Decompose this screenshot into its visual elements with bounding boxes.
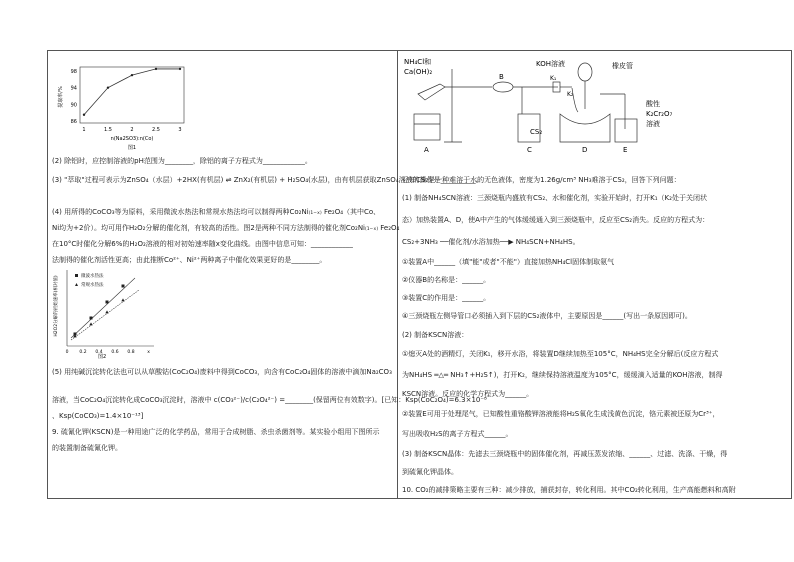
reagent-a-2: Ca(OH)₂ <box>404 68 433 76</box>
chart2-trendline-2 <box>71 290 139 340</box>
chart2-legend <box>75 272 104 288</box>
label-a: A <box>424 146 429 154</box>
part2-line-5: 写出吸收H₂S的离子方程式______。 <box>402 430 513 438</box>
k2cr2o7-label: K₂Cr₂O₇ <box>646 110 673 118</box>
question-4-line-3: 在10°C时催化分解6%的H₂O₂溶液的相对初始速率随x变化曲线。由图中信息可知：____________ <box>52 240 353 248</box>
chart1-x-tick: 3 <box>178 127 182 133</box>
chart1-y-tick: 86 <box>70 119 77 125</box>
chart2-point-triangle <box>89 322 92 325</box>
koh-label: KOH溶液 <box>536 60 565 68</box>
question-5-line-1: (5) 用纯碱沉淀转化法也可以从草酸钴(CoC₂O₄)废料中得到CoCO₃，向含有CoC₂O₄固体的溶液中滴加Na₂CO₃ <box>52 368 392 376</box>
chart1-x-ticks <box>82 127 181 133</box>
question-5-line-2: 溶液，当CoC₂O₄沉淀转化成CoCO₃沉淀时，溶液中 c(CO₃²⁻)/c(C₂O₄²⁻) =________(保留两位有效数字)。[已知：Ksp(CoC₂O₄)=6.3×10⁻⁸ <box>52 396 487 404</box>
k1-label: K₁ <box>550 75 557 82</box>
chart1-point <box>107 86 109 88</box>
question-3: (3) "萃取"过程可表示为ZnSO₄（水层）+2HX(有机层) ⇌ ZnX₂(有机层) + H₂SO₄(水层)，由有机层获取ZnSO₄溶液的操作是__________。 <box>52 176 483 184</box>
chart1-point <box>83 114 85 116</box>
label-d: D <box>582 146 588 154</box>
question-10: 10. CO₂的减排策略主要有三种：减少排放，捕获封存，转化利用。其中CO₂转化利用，生产高能燃料和高附 <box>402 486 736 494</box>
label-c: C <box>527 146 532 154</box>
reagent-a: NH₄Cl和 <box>404 58 432 66</box>
chart2-legend-2: 常规水热法 <box>81 283 104 288</box>
acid-label: 酸性 <box>646 100 660 108</box>
sub-question-1: ①装置A中______（填"能"或者"不能"）直接加热NH₄Cl固体制取氨气 <box>402 258 615 266</box>
reaction-equation: CS₂+3NH₃ ──催化剂/水浴加热──▶ NH₄SCN+NH₄HS。 <box>402 238 580 246</box>
chart2-point-triangle <box>121 298 124 301</box>
k2-label: K₂ <box>567 91 574 98</box>
part1-line-1: (1) 制备NH₄SCN溶液：三颈烧瓶内盛放有CS₂、水和催化剂，实验开始时，打开K₁（K₂处于关闭状 <box>402 194 707 202</box>
chart2-x-tick: 0.8 <box>127 350 135 355</box>
chart2-series-2 <box>71 290 139 340</box>
chart2-caption: 图2 <box>98 354 107 360</box>
chart2-point-square <box>90 317 93 320</box>
part2-line-4: ②装置E可用于处理尾气，已知酸性重铬酸钾溶液能将H₂S氧化生成浅黄色沉淀，铬元素被还原为Cr³⁺， <box>402 410 720 418</box>
chart1-point <box>179 68 181 70</box>
part2-line-1: ①熄灭A处的酒精灯，关闭K₁，移开水浴，将装置D继续加热至105°C，NH₄HS完全分解后(反应方程式 <box>402 350 719 358</box>
question-4-line-4: 法制得的催化剂活性更高；由此推断Co²⁺、Ni²⁺两种离子中催化效果更好的是________。 <box>52 256 327 264</box>
chart2-x-tick: 0.2 <box>79 350 87 355</box>
chart2-point-square <box>106 301 109 304</box>
chart2-x-ticks <box>66 349 151 355</box>
chart1-y-tick: 90 <box>70 102 77 109</box>
chart2-y-label: H2O2分解的初始速率(相对值) <box>54 275 59 337</box>
question-4-line-1: (4) 用所得的CoCO₃等为原料，采用微波水热法和常规水热法均可以制得两种Co₂Ni₍₁₋ₓ₎ Fe₂O₄（其中Co、 <box>52 208 381 216</box>
chart1-x-label: n(Na2SO3):n(Co) <box>110 136 154 142</box>
chart1-x-tick: 2 <box>130 127 134 133</box>
chart1-y-tick: 94 <box>70 85 77 92</box>
chart-figure-1 <box>52 62 192 152</box>
chart1-x-tick: 1 <box>82 127 86 133</box>
chart2-x-tick: x <box>147 350 150 355</box>
chart1-y-ticks <box>71 69 77 125</box>
chart2-x-tick: 0.6 <box>111 350 119 355</box>
chart1-point <box>131 74 133 76</box>
chart2-x-tick: 0 <box>65 350 69 355</box>
chart1-x-tick: 1.5 <box>104 127 112 133</box>
part2-line-2: 为NH₄HS ═△═ NH₃↑+H₂S↑)，打开K₂，继续保持溶液温度为105°C，缓缓滴入适量的KOH溶液，制得 <box>402 371 723 379</box>
part2-line-3: KSCN溶液。反应的化学方程式为______。 <box>402 390 534 398</box>
column-divider <box>397 50 398 499</box>
chart2-point-triangle <box>105 310 108 313</box>
chart2-point-square <box>122 285 125 288</box>
part1-line-2: 态）加热装置A、D，使A中产生的气体缓缓通入到三颈烧瓶中，反应至CS₂消失。反应的方程式为： <box>402 216 710 224</box>
question-2: (2) 除铝时，应控制溶液的pH范围为________，除铝的离子方程式为____________。 <box>52 157 312 165</box>
chart1-caption: 图1 <box>127 145 137 151</box>
question-9-line-1: 9. 硫氰化钾(KSCN)是一种用途广泛的化学药品，常用于合成树脂、杀虫杀菌剂等。某实验小组用下图所示 <box>52 428 380 436</box>
label-e: E <box>623 146 628 154</box>
question-9-line-2: 的装置制备硫氰化钾。 <box>52 444 122 452</box>
part3-line-2: 到硫氰化钾晶体。 <box>402 468 458 476</box>
chart1-point <box>155 68 157 70</box>
sub-question-2: ②仪器B的名称是：______。 <box>402 276 491 284</box>
solution-label: 溶液 <box>646 120 660 128</box>
apparatus-diagram <box>400 54 690 159</box>
question-5-line-3: 、Ksp(CoCO₃)=1.4×10⁻¹³] <box>52 412 144 420</box>
question-4-line-2: Ni均为+2价）。均可用作H₂O₂分解的催化剂，有较高的活性。图2是两种不同方法制得的催化剂Co₂Ni₍₁₋ₓ₎ Fe₂O₄ <box>52 224 400 232</box>
chart1-y-label: 提取率/% <box>58 86 64 108</box>
label-b: B <box>499 73 504 81</box>
chart2-legend-1: 微波水热法 <box>81 274 104 279</box>
intro-text: 已知CS₂是一种难溶于水的无色液体，密度为1.26g/cm³ NH₃难溶于CS₂，回答下列问题： <box>402 176 681 184</box>
cs2-label: CS₂ <box>530 128 543 136</box>
part2-heading: (2) 制备KSCN溶液： <box>402 331 469 339</box>
chart1-y-tick: 98 <box>70 69 77 75</box>
chart1-x-tick: 2.5 <box>152 127 160 133</box>
chart2-x-tick: 0.4 <box>95 350 103 355</box>
sub-question-4: ④三颈烧瓶左侧导管口必须插入到下层的CS₂液体中，主要原因是______(写出一条原因即可)。 <box>402 312 692 320</box>
rubber-tube-label: 橡皮管 <box>612 62 633 70</box>
sub-question-3: ③装置C的作用是：______。 <box>402 294 491 302</box>
chart-figure-2 <box>50 266 160 360</box>
part3-line-1: (3) 制备KSCN晶体：先滤去三颈烧瓶中的固体催化剂，再减压蒸发浓缩、______、过滤、洗涤、干燥，得 <box>402 450 728 458</box>
